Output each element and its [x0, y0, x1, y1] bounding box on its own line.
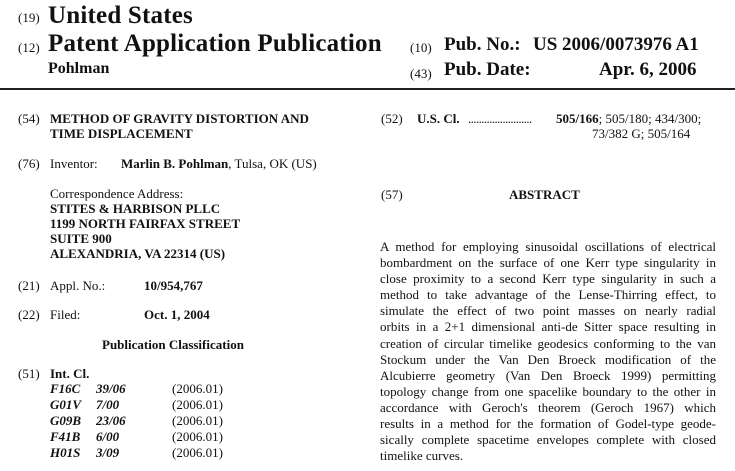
correspondence-label: Correspondence Address: [50, 186, 184, 201]
classification-row [50, 429, 223, 445]
classification-row [50, 413, 223, 429]
appl-code: (21) [18, 278, 40, 293]
class-code: G01V [50, 397, 82, 412]
country-heading: United States [48, 2, 193, 29]
abstract-line: creation of circular timelike geodesics conforming to the van [380, 335, 716, 351]
abstract-code: (57) [381, 187, 403, 202]
filed-code: (22) [18, 307, 40, 322]
country-code: (19) [18, 10, 40, 25]
abstract-line: accordance with Geroch's theorem (Geroch 1967) which [380, 399, 716, 415]
uscl-leader-dots: ........................ [468, 111, 532, 126]
class-group: 23/06 [96, 413, 126, 428]
pub-no-code: (10) [410, 40, 432, 55]
correspondence-line-1: STITES & HARBISON PLLC [50, 201, 221, 216]
publication-classification-heading: Publication Classification [102, 337, 244, 352]
pub-no-label: Pub. No.: [444, 34, 521, 55]
abstract-line: A method for employing sinusoidal oscillations of electrical [380, 239, 716, 254]
class-code: H01S [50, 445, 81, 460]
uscl-line-2: 73/382 G; 505/164 [592, 126, 691, 141]
uscl-line-1 [556, 111, 701, 127]
publication-type-heading: Patent Application Publication [48, 30, 382, 57]
appl-number: 10/954,767 [144, 278, 203, 293]
abstract-heading: ABSTRACT [509, 187, 580, 202]
intcl-label: Int. Cl. [50, 366, 90, 381]
abstract-line: orbits in a 2+1 dimensional anti-de Sitter space resulting in [380, 319, 716, 335]
intcl-code: (51) [18, 366, 40, 381]
inventor-surname-heading: Pohlman [48, 60, 110, 77]
pub-date-value: Apr. 6, 2006 [599, 59, 697, 80]
pub-no-value: US 2006/0073976 A1 [533, 34, 699, 55]
correspondence-line-4: ALEXANDRIA, VA 22314 (US) [50, 246, 226, 261]
class-version: (2006.01) [172, 429, 223, 444]
correspondence-line-2: 1199 NORTH FAIRFAX STREET [50, 216, 241, 231]
abstract-line: bombardment on the surface of one Kerr type singularity in [380, 255, 716, 271]
classification-row [50, 445, 223, 461]
class-group: 39/06 [96, 381, 126, 396]
abstract-text [380, 239, 716, 464]
abstract-line: method to take advantage of the Lense-Thirring effect, to [380, 287, 716, 303]
inventor-line [121, 156, 317, 172]
class-version: (2006.01) [172, 445, 223, 460]
inventor-location: , Tulsa, OK (US) [228, 156, 317, 171]
uscl-code: (52) [381, 111, 403, 126]
abstract-line: timelike curves. [380, 448, 464, 464]
class-code: F41B [50, 429, 81, 444]
abstract-line: simulate the effect of two point masses on nearly radial [380, 303, 716, 319]
inventor-code: (76) [18, 156, 40, 171]
pub-date-code: (43) [410, 66, 432, 81]
class-group: 7/00 [96, 397, 120, 412]
correspondence-line-3: SUITE 900 [50, 231, 112, 246]
abstract-line: sically complete spacetime envelopes complete with closed [380, 432, 716, 448]
abstract-line: results in a method for the formation of Godel-type geode- [380, 416, 716, 432]
title-line-2: TIME DISPLACEMENT [50, 126, 193, 141]
abstract-line: Stockum under the Van Den Broeck modification of the [380, 351, 716, 367]
uscl-primary: 505/166 [556, 111, 599, 126]
classification-row [50, 397, 223, 413]
class-version: (2006.01) [172, 381, 223, 396]
class-group: 6/00 [96, 429, 120, 444]
title-code: (54) [18, 111, 40, 126]
pub-type-code: (12) [18, 40, 40, 55]
class-code: F16C [50, 381, 81, 396]
appl-label: Appl. No.: [50, 278, 106, 293]
uscl-label: U.S. Cl. [417, 111, 460, 126]
abstract-line: topology change from one spacelike boundary to the other in [380, 383, 716, 399]
class-version: (2006.01) [172, 397, 223, 412]
class-version: (2006.01) [172, 413, 223, 428]
abstract-line: close proximity to a second Kerr type singularity in such a [380, 271, 716, 287]
class-code: G09B [50, 413, 82, 428]
inventor-label: Inventor: [50, 156, 98, 171]
class-group: 3/09 [96, 445, 120, 460]
filed-date: Oct. 1, 2004 [144, 307, 210, 322]
pub-date-label: Pub. Date: [444, 59, 531, 80]
classification-row [50, 381, 223, 397]
title-line-1: METHOD OF GRAVITY DISTORTION AND [50, 111, 309, 126]
filed-label: Filed: [50, 307, 81, 322]
uscl-secondary: ; 505/180; 434/300; [598, 111, 702, 126]
abstract-line: Alcubierre geometry (Van Den Broeck 1999) permitting [380, 367, 716, 383]
header-divider [0, 88, 735, 90]
inventor-name: Marlin B. Pohlman [121, 156, 229, 171]
